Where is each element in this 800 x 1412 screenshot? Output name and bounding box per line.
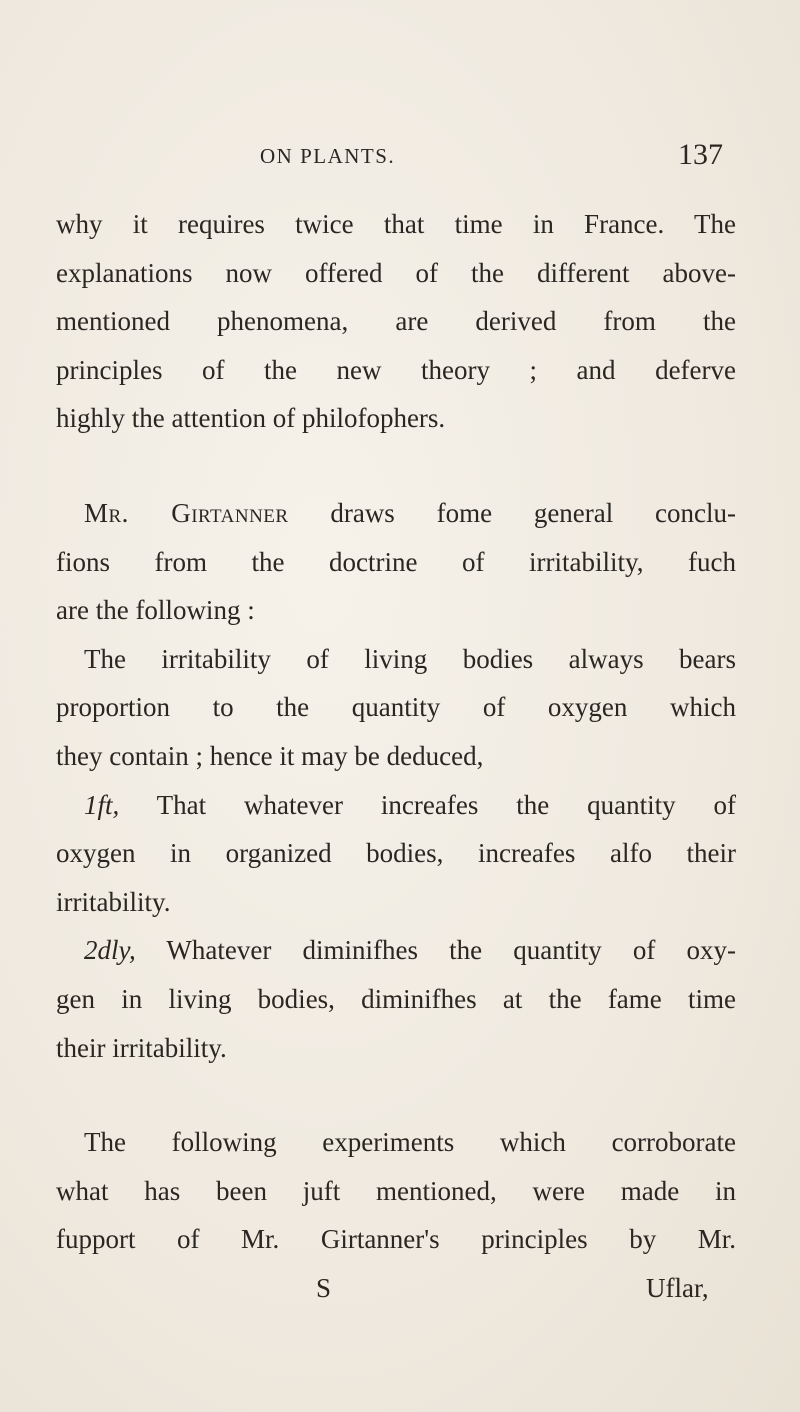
ordinal-marker: 1ft, bbox=[84, 789, 120, 820]
text-line: their irritability. bbox=[56, 1032, 227, 1063]
text-line: why it requires twice that time in France. The bbox=[56, 209, 736, 239]
signature-mark: S bbox=[316, 1272, 332, 1303]
text-line: The following experiments which corroborate bbox=[84, 1127, 736, 1158]
text-line bbox=[56, 926, 736, 975]
text-line: they contain ; hence it may be deduced, bbox=[56, 740, 484, 771]
text-line bbox=[56, 781, 736, 830]
text-line: explanations now offered of the different above- bbox=[56, 257, 736, 288]
author-name: Mr. Girtanner bbox=[84, 497, 289, 528]
text-line: proportion to the quantity of oxygen which bbox=[56, 692, 736, 723]
text-line: what has been juft mentioned, were made in bbox=[56, 1175, 736, 1206]
page-footer bbox=[56, 1264, 736, 1313]
text-line: principles of the new theory ; and deferve bbox=[56, 354, 736, 385]
text-line: irritability. bbox=[56, 886, 171, 917]
paragraph-2 bbox=[56, 489, 736, 635]
paragraph-gap bbox=[56, 443, 736, 489]
text-line: highly the attention of philofophers. bbox=[56, 403, 446, 434]
text-line: are the following : bbox=[56, 595, 255, 626]
running-head bbox=[0, 138, 800, 178]
body-text bbox=[56, 200, 736, 1312]
text-line bbox=[56, 489, 736, 538]
paragraph-3 bbox=[56, 635, 736, 781]
text-line: mentioned phenomena, are derived from the bbox=[56, 306, 736, 337]
text-line: gen in living bodies, diminifhes at the fame time bbox=[56, 983, 736, 1014]
text-line: fupport of Mr. Girtanner's principles by Mr. bbox=[56, 1224, 736, 1255]
text-line: fions from the doctrine of irritability, fuch bbox=[56, 546, 736, 577]
text-line: oxygen in organized bodies, increafes alfo their bbox=[56, 838, 736, 869]
paragraph-4 bbox=[56, 781, 736, 927]
text-run: draws fome general conclu- bbox=[288, 497, 736, 528]
catchword: Uflar, bbox=[646, 1272, 709, 1303]
paragraph-6 bbox=[56, 1118, 736, 1264]
page-number: 137 bbox=[678, 138, 723, 171]
paragraph-5 bbox=[56, 926, 736, 1072]
text-line: The irritability of living bodies always bears bbox=[84, 643, 736, 674]
paragraph-gap bbox=[56, 1072, 736, 1118]
paragraph-1 bbox=[56, 200, 736, 443]
text-run: Whatever diminifhes the quantity of oxy- bbox=[135, 935, 736, 966]
text-run: That whatever increafes the quantity of bbox=[119, 789, 736, 820]
ordinal-marker: 2dly, bbox=[84, 935, 136, 966]
running-title: ON PLANTS. bbox=[260, 144, 396, 168]
